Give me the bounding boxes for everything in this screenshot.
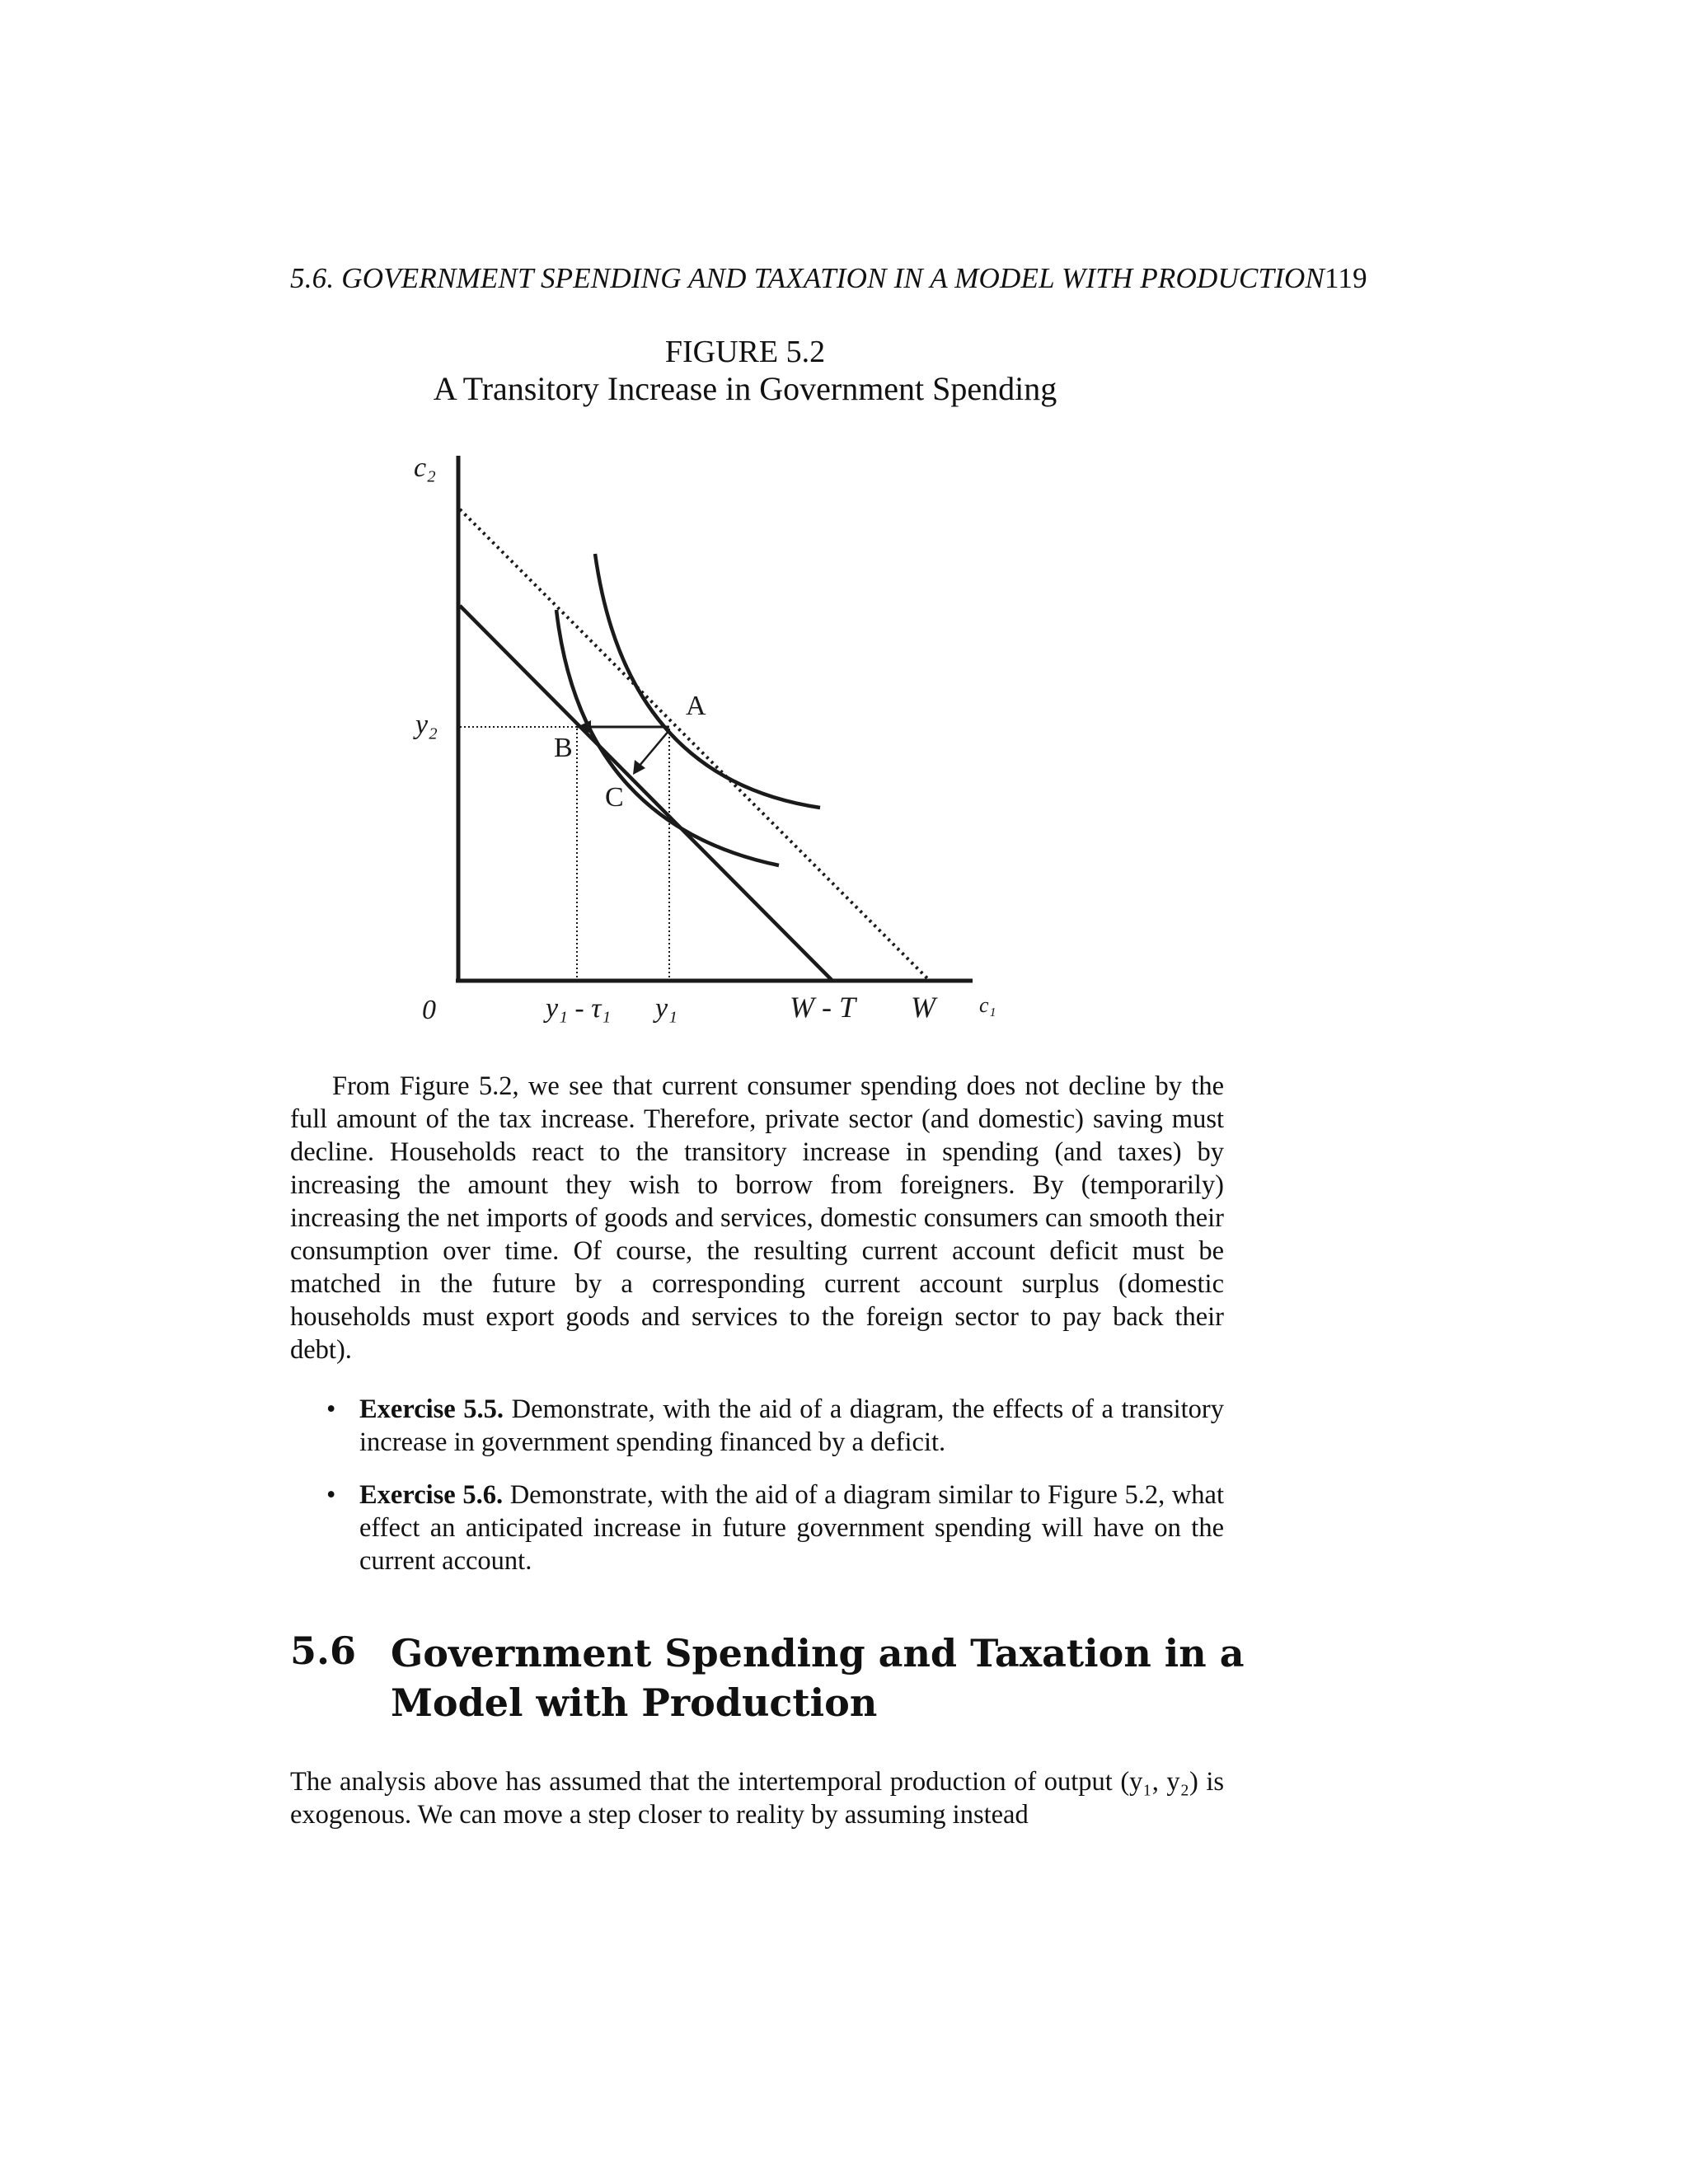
exercise-label: Exercise 5.5. xyxy=(359,1394,504,1424)
section-number: 5.6 xyxy=(290,1629,357,1673)
figure-title: A Transitory Increase in Government Spending xyxy=(433,370,1057,407)
figure-number: FIGURE 5.2 xyxy=(664,335,826,369)
indifference-curve-high xyxy=(595,554,820,808)
bullet-icon: • xyxy=(326,1394,336,1424)
body-paragraph-1: From Figure 5.2, we see that current consumer spending does not decline by the full amount of the tax increase. Therefore, private sector (and domestic) saving must decline. Households react to the transitory increase in spending (and taxes) by increasing the amount they wish to borrow from foreigners. By (temporarily) increasing the net imports of goods and services, domestic consumers can smooth their consumption over time. Of course, the resulting current account deficit must be matched in the future by a corresponding current account surplus (domestic households must export goods and services to the foreign sector to pay back their debt). xyxy=(290,1071,1224,1365)
exercise-5-6 xyxy=(326,1479,1225,1577)
c1-axis-label: c₁ xyxy=(979,993,996,1017)
y1-minus-tau1-label: y₁ - τ₁ xyxy=(546,993,612,1024)
y1-label: y₁ xyxy=(655,993,678,1024)
body-paragraph-2: The analysis above has assumed that the intertemporal production of output (y₁, y₂) is exogenous. We can move a step closer to reality by assuming instead xyxy=(290,1767,1224,1830)
section-title: Government Spending and Taxation in a Model with Production xyxy=(391,1631,1245,1725)
exercise-list-item-1 xyxy=(326,1393,1224,1459)
page-number: 119 xyxy=(1325,262,1367,294)
y2-label: y₂ xyxy=(415,710,438,740)
point-c-label: C xyxy=(605,782,624,813)
new-budget-line xyxy=(460,606,832,981)
exercise-text: Demonstrate, with the aid of a diagram similar to Figure 5.2, what effect an anticipated increase in future government spending will have on the current account. xyxy=(359,1480,1225,1576)
a-to-c-arrow xyxy=(639,730,669,766)
point-a-label: A xyxy=(686,691,706,721)
exercise-5-5 xyxy=(326,1393,1224,1459)
w-minus-t-label: W - T xyxy=(790,991,856,1024)
point-b-label: B xyxy=(554,733,573,763)
exercise-list-item-2 xyxy=(326,1479,1225,1577)
original-budget-line xyxy=(460,509,930,981)
w-label: W xyxy=(911,991,935,1024)
bullet-icon: • xyxy=(326,1480,336,1510)
running-head-title: 5.6. GOVERNMENT SPENDING AND TAXATION IN A MODEL WITH PRODUCTION xyxy=(290,262,1325,294)
c2-axis-label: c₂ xyxy=(414,452,436,483)
exercise-text: Demonstrate, with the aid of a diagram, the effects of a transitory increase in government spending financed by a deficit. xyxy=(359,1394,1224,1457)
exercise-label: Exercise 5.6. xyxy=(359,1480,504,1510)
origin-label: 0 xyxy=(422,995,436,1025)
